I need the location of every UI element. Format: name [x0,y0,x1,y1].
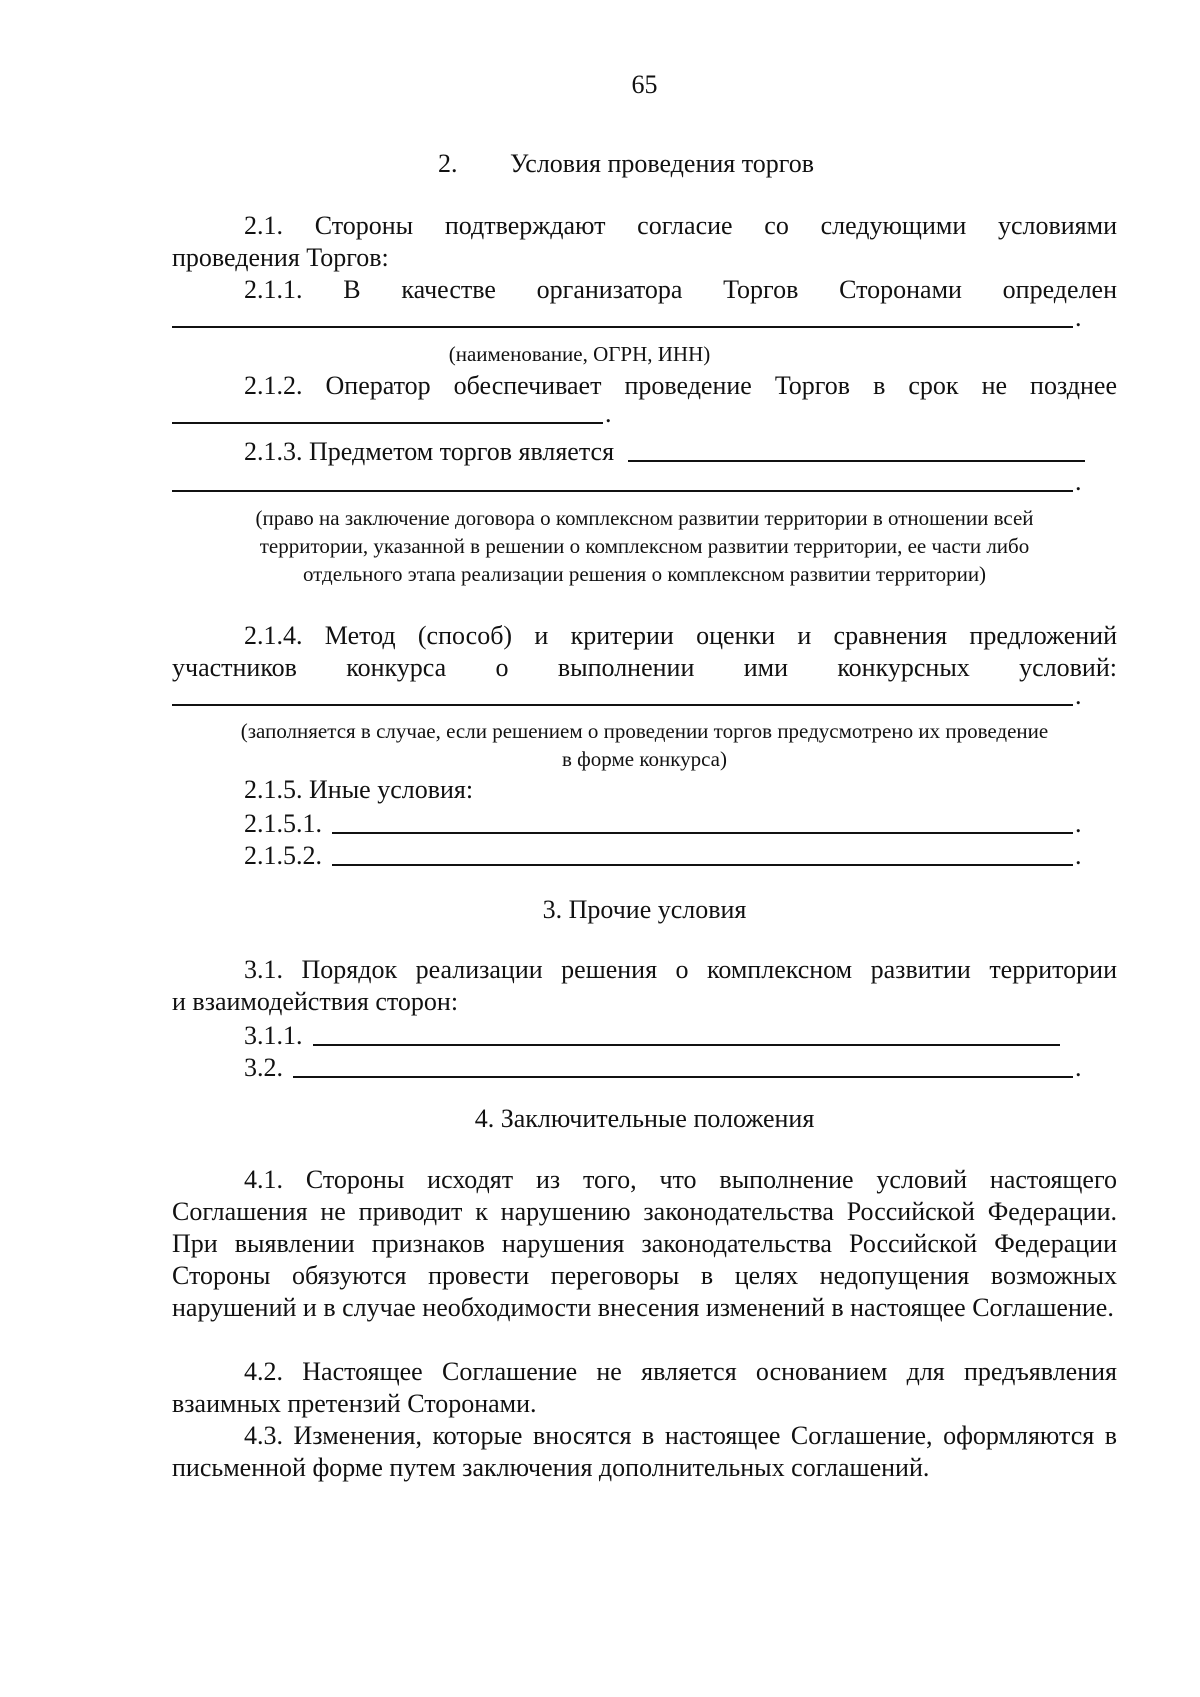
clause-2-1-5-2: 2.1.5.2. [244,841,322,870]
period: . [605,399,612,428]
clause-4-1: 4.1. Стороны исходят из того, что выполнение условий настоящего Соглашения не приводит к нарушению законодательства Российской Федерации. При выявлении признаков нарушения законодательства Российской Федерации Стороны обязуются провести переговоры в целях недопущения возможных нарушений и в случае необходимости внесения изменений в настоящее Соглашение. [172,1165,1117,1322]
clause-3-1-1: 3.1.1. [244,1021,303,1050]
note-subject-line-1: (право на заключение договора о комплексном развитии территории в отношении всей [255,506,1034,530]
clause-3-1-1-row [172,1018,1062,1052]
blank-deadline[interactable] [172,396,603,424]
clause-3-2: 3.2. [244,1053,283,1082]
clause-2-1-3: 2.1.3. Предметом торгов является [244,437,615,466]
section-2-title: Условия проведения торгов [510,149,815,178]
period: . [1075,809,1082,838]
clause-4-3: 4.3. Изменения, которые вносятся в настоящее Соглашение, оформляются в письменной форме путем заключения дополнительных соглашений. [172,1421,1117,1482]
clause-2-1-4-line-1: 2.1.4. Метод (способ) и критерии оценки и сравнения предложений [244,621,1117,650]
section-3-title: 3. Прочие условия [542,895,747,924]
clause-2-1-5-1: 2.1.5.1. [244,809,322,838]
clause-2-1-3-row [172,434,1087,468]
section-4-title: 4. Заключительные положения [474,1104,815,1133]
blank-organizer-row [172,300,1087,334]
note-contest-line-1: (заполняется в случае, если решением о проведении торгов предусмотрено их проведение [240,719,1049,743]
clause-3-1-line-2: и взаимодействия сторон: [172,987,459,1016]
note-organizer-name: (наименование, ОГРН, ИНН) [448,342,711,366]
blank-3-1-1[interactable] [313,1018,1061,1046]
blank-other-2[interactable] [332,838,1073,866]
period: . [1075,841,1082,870]
clause-2-1-5: 2.1.5. Иные условия: [244,775,474,804]
blank-subject-row-2 [172,464,1087,498]
blank-subject-2[interactable] [172,464,1073,492]
blank-method-row [172,678,1087,712]
clause-2-1-5-1-row [172,806,1087,840]
period: . [1075,467,1082,496]
note-subject-line-2: территории, указанной в решении о комплексном развитии территории, ее части либо [259,534,1030,558]
note-subject-line-3: отдельного этапа реализации решения о комплексном развитии территории) [302,562,987,586]
clause-3-1-line-1: 3.1. Порядок реализации решения о комплексном развитии территории [244,955,1117,984]
blank-deadline-row [172,396,617,430]
clause-2-1-1: 2.1.1. В качестве организатора Торгов Сторонами определен [244,275,1117,304]
page-number: 65 [631,70,658,99]
clause-2-1-5-2-row [172,838,1087,872]
blank-3-2[interactable] [293,1050,1073,1078]
note-contest-line-2: в форме конкурса) [562,747,727,771]
clause-2-1-4-line-2: участников конкурса о выполнении ими конкурсных условий: [172,653,1117,682]
period: . [1075,303,1082,332]
clause-3-2-row [172,1050,1087,1084]
clause-2-1-2: 2.1.2. Оператор обеспечивает проведение Торгов в срок не позднее [244,371,1117,400]
blank-other-1[interactable] [332,806,1073,834]
clause-2-1-line-1: 2.1. Стороны подтверждают согласие со следующими условиями [244,211,1117,240]
blank-subject-1[interactable] [628,434,1085,462]
period: . [1075,681,1082,710]
period: . [1075,1053,1082,1082]
section-2-number: 2. [438,149,458,178]
clause-2-1-line-2: проведения Торгов: [172,243,389,272]
blank-organizer[interactable] [172,300,1073,328]
clause-4-2: 4.2. Настоящее Соглашение не является основанием для предъявления взаимных претензий Сторонами. [172,1357,1117,1418]
blank-method[interactable] [172,678,1073,706]
